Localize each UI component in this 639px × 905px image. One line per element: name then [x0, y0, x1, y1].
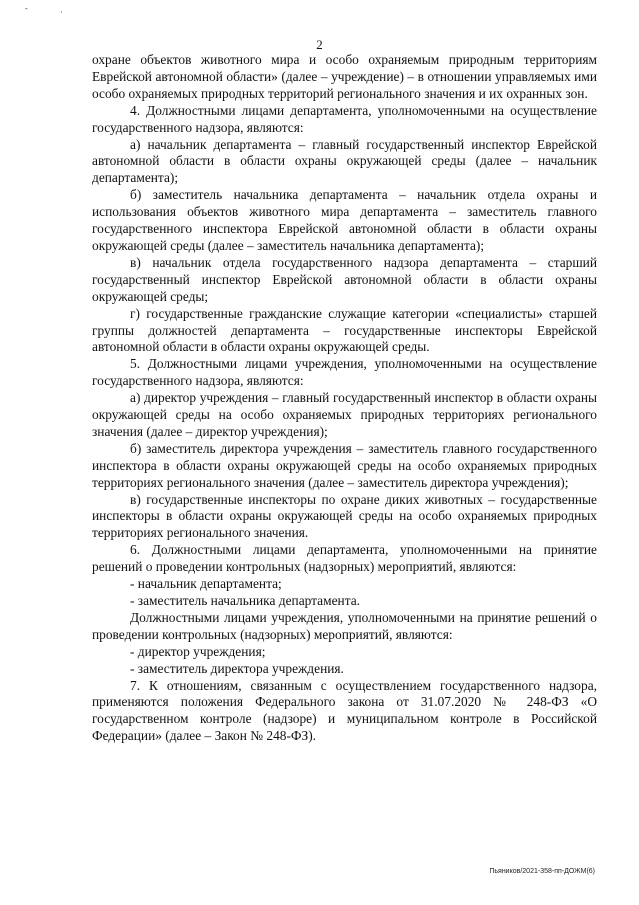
list-item: в) государственные инспекторы по охране диких животных – государственные инспекторы в области охраны окружающей среды на особо охраняемых природных территориях регионального значения. — [92, 491, 597, 541]
list-item: г) государственные гражданские служащие категории «специалисты» старшей группы должностей департамента – государственные инспекторы Еврейской автономной области в области охраны окружающей среды. — [92, 305, 597, 355]
list-item: - директор учреждения; — [130, 643, 266, 659]
paragraph: 5. Должностными лицами учреждения, уполномоченными на осуществление государственного надзора, являются: — [92, 356, 597, 389]
scan-artifact-mark: ˉ — [24, 8, 29, 18]
list-item: а) начальник департамента – главный государственный инспектор Еврейской автономной области в области охраны окружающей среды (далее – начальник департамента); — [92, 136, 597, 186]
list-item: в) начальник отдела государственного надзора департамента – старший государственный инспектор Еврейской автономной области в области охраны окружающей среды; — [92, 254, 597, 304]
footer-document-code: Пьяников/2021-358-пп-ДОЖМ(6) — [489, 868, 595, 875]
list-item: б) заместитель директора учреждения – заместитель главного государственного инспектора в области охраны окружающей среды на особо охраняемых природных территориях регионального значения (далее – заместитель директора учреждения); — [92, 440, 597, 490]
paragraph: 4. Должностными лицами департамента, уполномоченными на осуществление государственного надзора, являются: — [92, 102, 597, 135]
paragraph: охране объектов животного мира и особо охраняемым природным территориям Еврейской автономной области» (далее – учреждение) – в отношении управляемых ими особо охраняемых природных территорий регионального значения и их охранных зон. — [92, 52, 597, 101]
list-item: - заместитель директора учреждения. — [130, 660, 344, 676]
paragraph: 7. К отношениям, связанным с осуществлением государственного надзора, применяются положения Федерального закона от 31.07.2020 № 248-ФЗ «О государственном контроле (надзоре) и муниципальном контроле в Российской Федерации» (далее – Закон № 248-ФЗ). — [92, 677, 597, 744]
paragraph: Должностными лицами учреждения, уполномоченными на принятие решений о проведении контрольных (надзорных) мероприятий, являются: — [92, 609, 597, 642]
scan-artifact-mark: · — [60, 8, 63, 18]
list-item: - заместитель начальника департамента. — [130, 593, 361, 608]
page-number: 2 — [316, 37, 323, 52]
paragraph: 6. Должностными лицами департамента, уполномоченными на принятие решений о проведении контрольных (надзорных) мероприятий, являются: — [92, 542, 597, 575]
document-body — [92, 52, 597, 745]
list-item: а) директор учреждения – главный государственный инспектор в области охраны окружающей среды на особо охраняемых природных территориях регионального значения (далее – директор учреждения); — [92, 390, 597, 439]
list-item: б) заместитель начальника департамента – начальник отдела охраны и использования объектов животного мира департамента – заместитель главного государственного инспектора Еврейской автономной области в области охраны окружающей среды (далее – заместитель начальника департамента); — [92, 187, 597, 253]
list-item: - начальник департамента; — [130, 576, 282, 592]
